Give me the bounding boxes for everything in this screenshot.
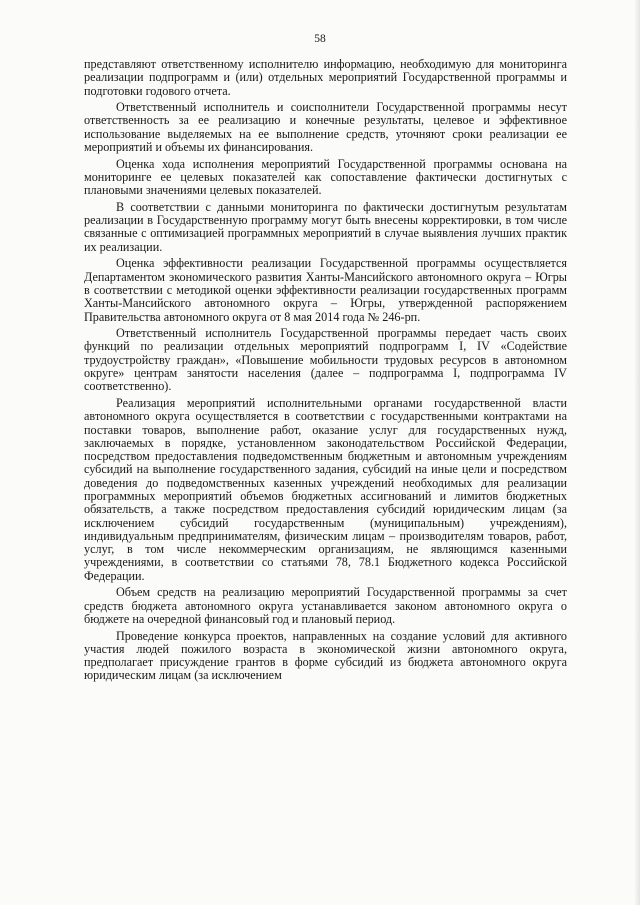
paragraph-9: Проведение конкурса проектов, направленных на создание условий для активного участия людей пожилого возраста в экономической жизни автономного округа, предполагает присуждение грантов в форме субсидий из бюджета автономного округа юридическим лицам (за исключением	[84, 628, 567, 683]
paragraph-6: Ответственный исполнитель Государственной программы передает часть своих функций по реализации отдельных мероприятий подпрограмм I, IV «Содействие трудоустройству граждан», «Повышение мобильности трудовых ресурсов в автономном округе» центрам занятости населения (далее – подпрограмма I, подпрограмма IV соответственно).	[84, 326, 567, 394]
paragraph-2: Ответственный исполнитель и соисполнители Государственной программы несут ответственность за ее реализацию и конечные результаты, целевое и эффективное использование выделяемых на ее выполнение средств, уточняют сроки реализации ее мероприятий и объемы их финансирования.	[84, 100, 567, 155]
paragraph-7: Реализация мероприятий исполнительными органами государственной власти автономного округа осуществляется в соответствии с государственными контрактами на поставки товаров, выполнение работ, оказание услуг для государственных нужд, заключаемых в порядке, установленном законодательством Российской Федерации, посредством предоставления подведомственным бюджетным и автономным учреждениям субсидий на выполнение государственного задания, субсидий на иные цели и посредством доведения до подведомственных казенных учреждений необходимых для реализации программных мероприятий объемов бюджетных ассигнований и лимитов бюджетных обязательств, а также посредством предоставления субсидий юридическим лицам (за исключением субсидий государственным (муниципальным) учреждениям), индивидуальным предпринимателям, физическим лицам – производителям товаров, работ, услуг, в том числе некоммерческим организациям, не являющимся казенными учреждениями, в соответствии со статьями 78, 78.1 Бюджетного кодекса Российской Федерации.	[84, 395, 567, 583]
paragraph-5: Оценка эффективности реализации Государственной программы осуществляется Департаментом экономического развития Ханты-Мансийского автономного округа – Югры в соответствии с методикой оценки эффективности реализации государственных программ Ханты-Мансийского автономного округа – Югры, утвержденной распоряжением Правительства автономного округа от 8 мая 2014 года № 246-рп.	[84, 256, 567, 324]
paragraph-8: Объем средств на реализацию мероприятий Государственной программы за счет средств бюджета автономного округа устанавливается законом автономного округа о бюджете на очередной финансовый год и плановый период.	[84, 585, 567, 626]
paragraph-1: представляют ответственному исполнителю информацию, необходимую для мониторинга реализации подпрограмм и (или) отдельных мероприятий Государственной программы и подготовки годового отчета.	[84, 57, 567, 98]
body-text	[84, 58, 567, 686]
paragraph-4: В соответствии с данными мониторинга по фактически достигнутым результатам реализации в Государственную программу могут быть внесены корректировки, в том числе связанные с оптимизацией программных мероприятий в случае выявления лучших практик их реализации.	[84, 199, 567, 254]
paragraph-3: Оценка хода исполнения мероприятий Государственной программы основана на мониторинге ее целевых показателей как сопоставление фактически достигнутых с плановыми значениями целевых показателей.	[84, 156, 567, 198]
scan-edge-shadow	[634, 0, 640, 905]
page-number: 58	[314, 33, 326, 45]
